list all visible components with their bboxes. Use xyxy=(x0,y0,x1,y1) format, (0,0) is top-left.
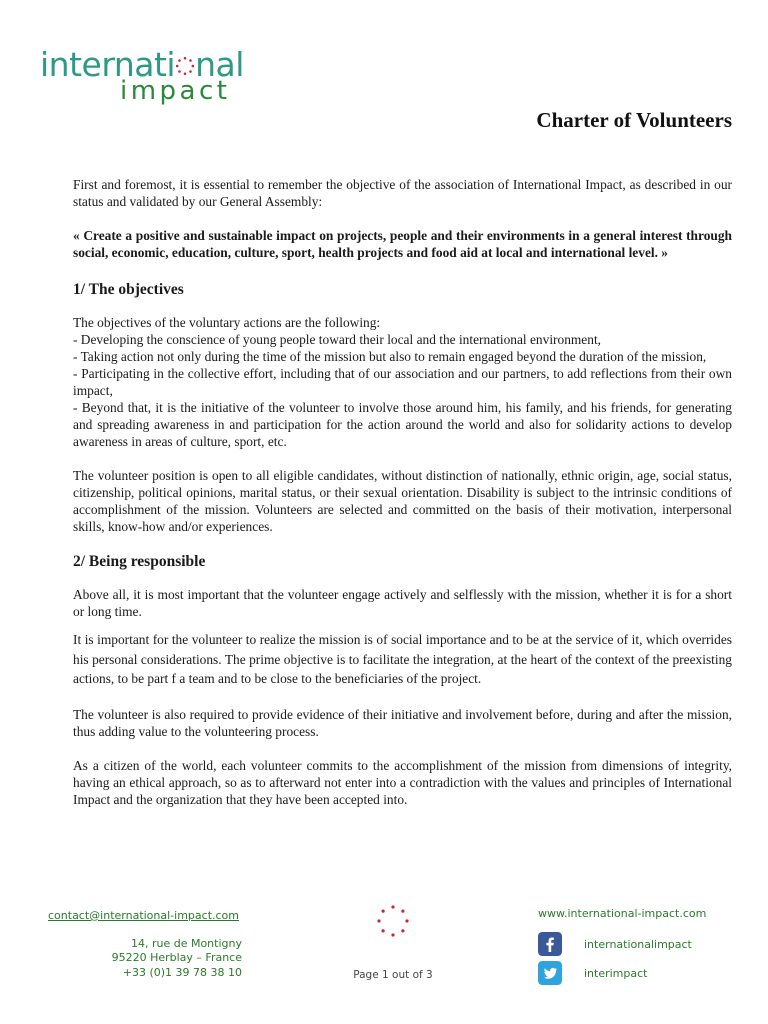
twitter-handle: interimpact xyxy=(584,966,648,980)
footer-center xyxy=(330,904,456,981)
mission-quote: « Create a positive and sustainable impact on projects, people and their environments in a general interest through social, economic, education, culture, sport, health projects and food aid at local and international level. » xyxy=(73,228,732,260)
page-title: Charter of Volunteers xyxy=(536,108,732,132)
facebook-link[interactable] xyxy=(538,930,738,958)
footer-contact xyxy=(48,909,242,980)
website-link[interactable]: www.international-impact.com xyxy=(538,907,707,920)
document-body xyxy=(73,176,732,808)
logo-text-international: internati nal xyxy=(40,45,244,84)
twitter-icon[interactable] xyxy=(538,961,562,985)
page-number: Page 1 out of 3 xyxy=(353,969,433,981)
logo-text-impact: impact xyxy=(120,76,231,106)
list-item: - Participating in the collective effort, including that of our association and our partners, to add reflections from their own impact, xyxy=(73,366,732,398)
stars-circle-icon xyxy=(376,904,410,938)
section2-heading: 2/ Being responsible xyxy=(73,553,206,570)
objectives-list xyxy=(73,314,732,450)
citizen-paragraph: As a citizen of the world, each volunteer commits to the accomplishment of the mission from dimensions of integrity, having an ethical approach, so as to afterward not enter into a contradiction with the values and principles of International Impact and the organization that they have been accepted into. xyxy=(73,757,732,807)
intro-paragraph: First and foremost, it is essential to remember the objective of the association of International Impact, as described in our status and validated by our General Assembly: xyxy=(73,177,732,209)
logo xyxy=(40,46,280,106)
list-item: - Developing the conscience of young people toward their local and the international environment, xyxy=(73,332,602,347)
section1-heading: 1/ The objectives xyxy=(73,281,184,298)
footer-web xyxy=(538,907,738,988)
address-city: 95220 Herblay – France xyxy=(111,951,242,964)
eligibility-paragraph: The volunteer position is open to all eligible candidates, without distinction of nationally, ethnic origin, age, social status, citizenship, political opinions, marital status, or their sexual orientation. Disability is subject to the intrinsic conditions of accomplishment of the mission. Volunteers are selected and committed on the basis of their motivation, interpersonal skills, know-how and/or experiences. xyxy=(73,468,732,534)
objectives-intro: The objectives of the voluntary actions are the following: xyxy=(73,315,381,330)
facebook-handle: internationalimpact xyxy=(584,937,692,951)
list-item: - Taking action not only during the time of the mission but also to remain engaged beyond the duration of the mission, xyxy=(73,349,707,364)
list-item: - Beyond that, it is the initiative of the volunteer to involve those around him, his family, and his friends, for generating and spreading awareness in and participation for the action around the world and also for solidarity actions to develop awareness in areas of culture, sport, etc. xyxy=(73,400,732,449)
contact-email-link[interactable]: contact@international-impact.com xyxy=(48,909,239,922)
engagement-paragraph: Above all, it is most important that the volunteer engage actively and selflessly with the mission, whether it is for a short or long time. xyxy=(73,587,732,619)
facebook-icon[interactable] xyxy=(538,932,562,956)
stars-circle-icon xyxy=(175,54,195,78)
evidence-paragraph: The volunteer is also required to provide evidence of their initiative and involvement before, during and after the mission, thus adding value to the volunteering process. xyxy=(73,706,732,739)
importance-paragraph: It is important for the volunteer to realize the mission is of social importance and to be at the service of it, which overrides his personal considerations. The prime objective is to facilitate the integration, at the heart of the context of the preexisting actions, to be part f a team and to be close to the beneficiaries of the project. xyxy=(73,632,732,686)
twitter-link[interactable] xyxy=(538,959,738,987)
address-street: 14, rue de Montigny xyxy=(130,936,242,950)
phone-number: +33 (0)1 39 78 38 10 xyxy=(122,965,242,979)
